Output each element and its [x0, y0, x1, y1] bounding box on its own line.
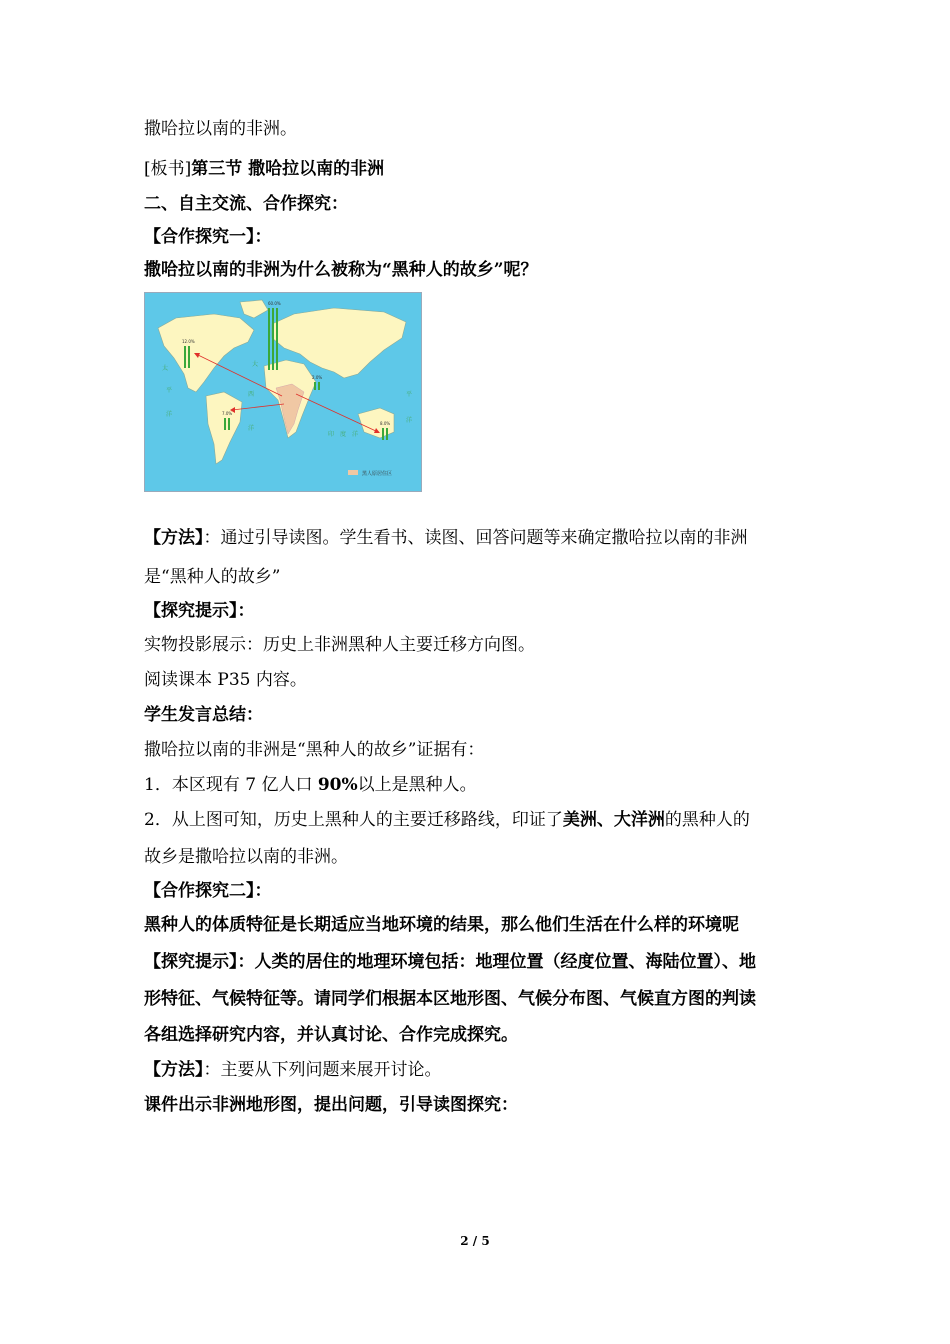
- map-bar: [386, 428, 388, 440]
- line-10: 阅读课本 P35 内容。: [144, 670, 307, 690]
- line-2-prefix: [板书]: [144, 159, 192, 179]
- line-19: 形特征、气候特征等。请同学们根据本区地形图、气候分布图、气候直方图的判读: [144, 989, 756, 1009]
- ocean-label: 西: [248, 391, 255, 398]
- map-bar: [276, 308, 278, 370]
- ocean-label: 大: [252, 361, 259, 368]
- ocean-label: 洋: [166, 411, 173, 418]
- hint-heading: 【探究提示】：: [144, 601, 255, 621]
- line-15: 故乡是撒哈拉以南的非洲。: [144, 847, 348, 867]
- ocean-label: 太: [162, 365, 169, 372]
- inquiry-one-heading: 【合作探究一】：: [144, 227, 272, 247]
- ocean-label: 印: [328, 431, 335, 438]
- migration-map: [144, 292, 422, 492]
- line-13-c: 以上是黑种人。: [357, 775, 477, 795]
- line-17: 黑种人的体质特征是长期适应当地环境的结果，那么他们生活在什么样的环境呢: [144, 915, 739, 935]
- method-text-2: ：主要从下列问题来展开讨论。: [203, 1060, 442, 1080]
- ocean-label: 平: [166, 387, 173, 394]
- map-bar: [228, 418, 230, 430]
- line-7: 是“黑种人的故乡”: [144, 567, 281, 587]
- line-14-c: 的黑种人的: [664, 810, 750, 830]
- map-legend-swatch: [348, 470, 358, 475]
- line-13-a: 1．本区现有 7 亿人口: [144, 775, 318, 795]
- line-method-2: [144, 1059, 824, 1081]
- line-1: 撒哈拉以南的非洲。: [144, 119, 297, 139]
- map-bar: [224, 418, 226, 430]
- map-bar-label: 7.0%: [222, 411, 233, 416]
- ocean-label: 平: [406, 391, 413, 398]
- section-heading: 二、自主交流、合作探究：: [144, 194, 348, 214]
- line-22: 课件出示非洲地形图，提出问题，引导读图探究：: [144, 1095, 518, 1115]
- line-14: [144, 809, 824, 831]
- line-13-percent: 90%: [317, 775, 358, 795]
- map-bar-label: 12.0%: [182, 339, 195, 344]
- line-18: 【探究提示】：人类的居住的地理环境包括：地理位置（经度位置、海陆位置）、地: [144, 952, 756, 972]
- ocean-label: 洋: [406, 417, 413, 424]
- line-2-heading: 第三节 撒哈拉以南的非洲: [191, 159, 385, 179]
- map-bar: [272, 308, 274, 370]
- map-bar: [188, 346, 190, 368]
- method-label-2: 【方法】: [144, 1060, 204, 1080]
- line-14-emph: 美洲、大洋洲: [562, 810, 665, 830]
- map-bar: [318, 382, 320, 390]
- map-bar-label: 2.0%: [312, 375, 323, 380]
- ocean-label: 度: [340, 431, 347, 438]
- method-label: 【方法】: [144, 528, 204, 548]
- summary-heading: 学生发言总结：: [144, 705, 263, 725]
- line-2: [144, 158, 824, 180]
- line-14-a: 2．从上图可知，历史上黑种人的主要迁移路线，印证了: [144, 810, 563, 830]
- map-legend-label: 黑人原居住区: [362, 471, 393, 477]
- map-bar: [314, 382, 316, 390]
- method-text: ：通过引导读图。学生看书、读图、回答问题等来确定撒哈拉以南的非洲: [203, 528, 748, 548]
- map-bar: [268, 308, 270, 370]
- inquiry-one-question: 撒哈拉以南的非洲为什么被称为“黑种人的故乡”呢？: [144, 260, 538, 280]
- inquiry-two-heading: 【合作探究二】：: [144, 881, 272, 901]
- map-bar-label: 8.0%: [380, 421, 391, 426]
- ocean-label: 洋: [352, 431, 359, 438]
- line-13: [144, 774, 824, 796]
- map-bar: [184, 346, 186, 368]
- line-12: 撒哈拉以南的非洲是“黑种人的故乡”证据有：: [144, 740, 485, 760]
- ocean-label: 洋: [248, 425, 255, 432]
- line-20: 各组选择研究内容，并认真讨论、合作完成探究。: [144, 1025, 518, 1045]
- line-method: [144, 527, 824, 549]
- map-bar: [382, 428, 384, 440]
- page-number: 2 / 5: [460, 1234, 490, 1248]
- line-9: 实物投影展示：历史上非洲黑种人主要迁移方向图。: [144, 635, 535, 655]
- map-bar-label: 60.0%: [268, 301, 281, 306]
